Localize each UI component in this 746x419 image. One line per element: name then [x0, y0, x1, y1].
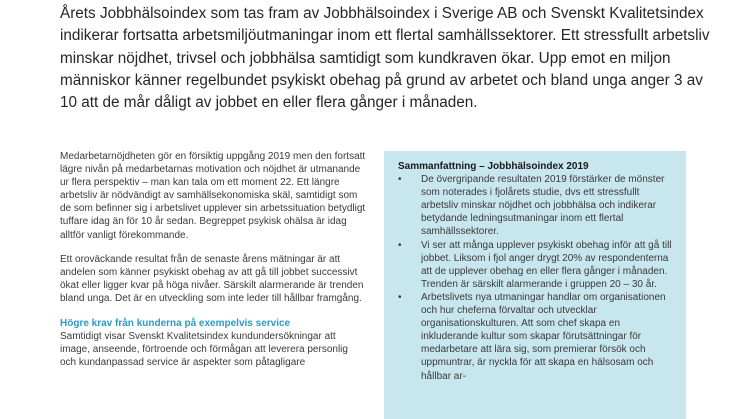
bullet-icon: • — [398, 174, 402, 186]
summary-list — [398, 173, 676, 383]
section-heading: Högre krav från kunderna på exempelvis service — [60, 318, 291, 330]
summary-title: Sammanfattning – Jobbhälsoindex 2019 — [398, 161, 589, 172]
body-paragraph-2: Ett oroväckande resultat från de senaste årens mätningar är att andelen som känner psykiskt obehag av att gå till jobbet successivt ökat eller ligger kvar på höga nivåer. Särskilt alarmerande är trenden bland unga. Det är en utveckling som inte leder till hållbar framgång. — [60, 254, 364, 305]
summary-item — [398, 291, 676, 383]
summary-item-text: Arbetslivets nya utmaningar handlar om organisationen och hur cheferna förvaltar och utvecklar organisationskulturen. Att som chef skapa en inkluderande kultur som skapar förutsättningar för medarbetare att lära sig, som premierar försök och uppmuntrar, är nyckla för att skapa en hälsosam och hållbar ar- — [421, 291, 666, 382]
summary-item-text: Vi ser att många upplever psykiskt obehag inför att gå till jobbet. Liksom i fjol anger drygt 20% av respondenterna att de upplever obehag en eller flera gånger i månaden. Trenden är särskilt alarmerande i gruppen 20 – 30 år. — [421, 239, 672, 290]
bullet-icon: • — [398, 291, 402, 303]
body-paragraph-3: Samtidigt visar Svenskt Kvalitetsindex kundundersökningar att image, anseende, förtroende och förmågan att leverera personlig och kundanpassad service är aspekter som påtagligare — [60, 331, 348, 369]
summary-item-text: De övergripande resultaten 2019 förstärker de mönster som noterades i fjolårets studie, dvs ett stressfullt arbetsliv minskar nöjdhet och jobbhälsa och indikerar betydande ledningsutmaningar inom ett flertal samhällssektorer. — [421, 174, 665, 238]
summary-item — [398, 173, 676, 238]
left-column — [60, 150, 366, 381]
bullet-icon: • — [398, 239, 402, 251]
summary-item — [398, 239, 676, 291]
summary-box — [384, 151, 686, 419]
lead-paragraph: Årets Jobbhälsoindex som tas fram av Jobbhälsoindex i Sverige AB och Svenskt Kvalitetsindex indikerar fortsatta arbetsmiljöutmaningar inom ett flertal samhällssektorer. Ett stressfullt arbetsliv minskar nöjdhet, trivsel och jobbhälsa samtidigt som kundkraven ökar. Upp emot en miljon människor känner regelbundet psykiskt obehag på grund av arbetet och bland unga anger 3 av 10 att de mår dåligt av jobbet en eller flera gånger i månaden. — [60, 5, 710, 112]
body-paragraph-1: Medarbetarnöjdheten gör en försiktig uppgång 2019 men den fortsatt lägre nivån på medarbetarnas motivation och nöjdhet är utmanande ur flera perspektiv – man kan tala om ett moment 22. Ett längre arbetsliv är nödvändigt av samhällsekonomiska skäl, samtidigt som de som befinner sig i arbetslivet upplever sin arbetssituation betydligt tuffare idag än för 10 år sedan. Begreppet psykisk ohälsa är idag alltför vanligt förekommande. — [60, 151, 366, 241]
